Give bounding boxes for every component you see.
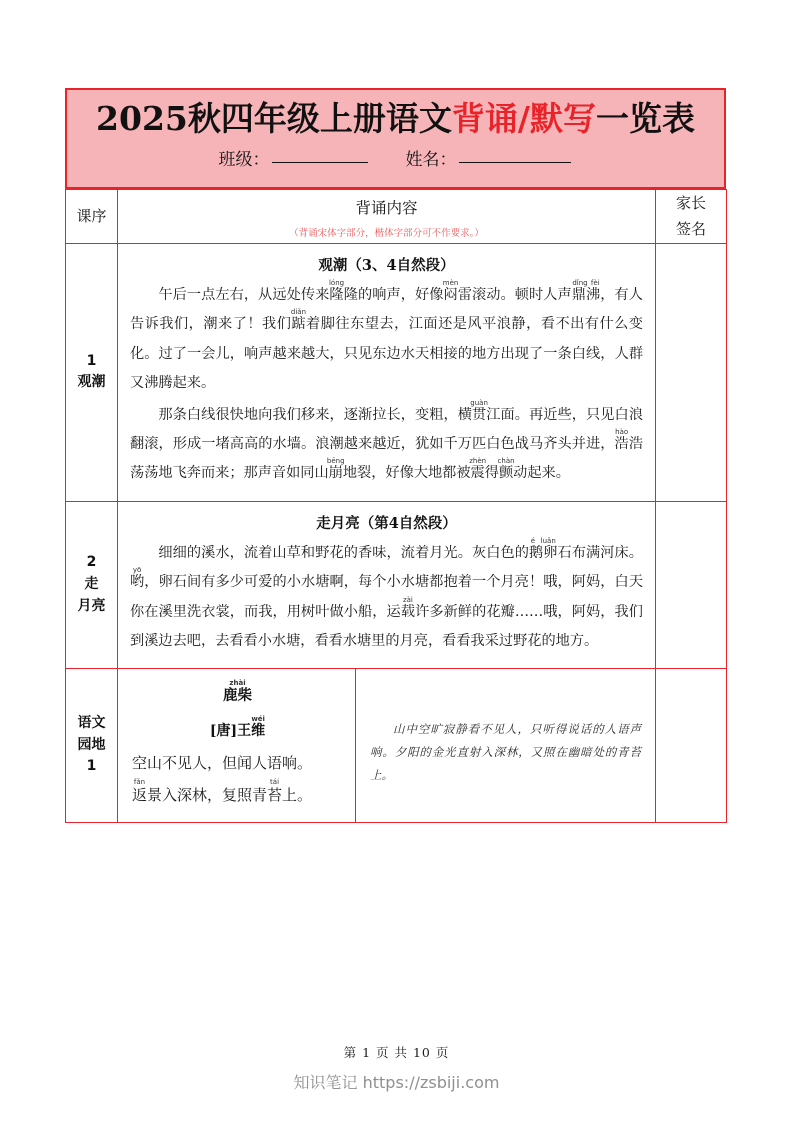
poem-author: [唐]王维wéi [209, 715, 266, 740]
ruby-men: 闷mèn [442, 279, 459, 303]
signature-cell-3[interactable] [656, 669, 727, 823]
poem-cell [118, 669, 356, 823]
page-title [67, 98, 724, 139]
row-order-3 [66, 669, 118, 823]
row-order-2 [66, 501, 118, 669]
row-order-1 [66, 244, 118, 502]
row-order-number-1: 1 [86, 352, 97, 369]
ruby-long: 隆lóng [328, 279, 345, 303]
section-title-2: 走月亮（第4自然段） [316, 514, 457, 532]
ruby-wei: 维wéi [251, 715, 266, 740]
title-highlight: 背诵/默写 [451, 99, 596, 138]
ruby-fan: 返fǎn [132, 778, 148, 805]
table-row [66, 244, 727, 502]
paragraph-1-2: 那条白线很快地向我们移来，逐渐拉长，变粗，横贯guàn江面。再近些，只见白浪翻滚，形成一堵高高的水墙。浪潮越来越近，犹如千万匹白色战马齐头并进，浩hào浩荡荡地飞奔而来；那声音如同山崩bēng地裂，好像大地都被震zhèn得颤chàn动起来。 [130, 398, 644, 482]
header-content-note: （背诵宋体字部分，楷体字部分可不作要求。） [289, 228, 484, 239]
class-input-line[interactable] [272, 162, 368, 163]
ruby-zhai: 鹿柴zhài [223, 679, 252, 705]
title-suffix: 一览表 [595, 99, 695, 138]
header-cell-content [118, 190, 656, 244]
row-content-2 [118, 501, 656, 669]
name-label: 姓名： [405, 150, 457, 171]
table-row [66, 501, 727, 669]
poem-title [128, 679, 347, 705]
header-signature-line2: 签名 [676, 219, 707, 238]
ruby-guan: 贯guàn [470, 398, 488, 423]
ruby-beng: 崩bēng [326, 457, 345, 482]
poem-line-1: 空山不见人，但闻人语响。 [132, 754, 313, 773]
poem-translation-cell [356, 669, 656, 823]
header-cell-order: 课序 [66, 190, 118, 244]
page-number: 第 1 页 共 10 页 [343, 1045, 450, 1060]
ruby-zai: 载zài [400, 595, 416, 620]
ruby-chan: 颤chàn [497, 457, 515, 482]
row-order-title-3: 语文 园地 1 [77, 715, 106, 775]
ruby-yo: 哟yō [130, 566, 145, 591]
signature-cell-2[interactable] [656, 501, 727, 669]
title-prefix: 2025秋四年级上册语文 [96, 99, 452, 138]
ruby-tai: 苔tái [267, 778, 283, 805]
paragraph-2-1: 细细的溪水，流着山草和野花的香味，流着月光。灰白色的鹅卵é luǎn石布满河床。哟yō，卵石间有多少可爱的小水塘啊，每个小水塘都抱着一个月亮！哦，阿妈，白天你在溪里洗衣裳，而我，用树叶做小船，运载zài许多新鲜的花瓣……哦，阿妈，我们到溪边去吧，去看看小水塘，看看水塘里的月亮，看看我采过野花的地方。 [130, 536, 644, 649]
ruby-dingfei: 鼎沸dǐng fèi [571, 279, 601, 303]
paragraph-1-1: 午后一点左右，从远处传来隆lóng隆的响声，好像闷mèn雷滚动。顿时人声鼎沸dǐng fèi，有人告诉我们，潮来了！我们踮diǎn着脚往东望去，江面还是风平浪静，看不出有什么变化。过了一会儿，响声越来越大，只见东边水天相接的地方出现了一条白线，人群又沸腾起来。 [130, 279, 644, 392]
poem-translation: 山中空旷寂静看不见人，只听得说话的人语声响。夕阳的金光直射入深林，又照在幽暗处的青苔上。 [370, 722, 642, 783]
row-order-title-2: 走 月亮 [77, 576, 106, 614]
ruby-dian: 踮diǎn [290, 308, 307, 333]
watermark: 知识笔记 https://zsbiji.com [293, 1073, 500, 1092]
poem-line-2: 返fǎn景入深林，复照青苔tái上。 [132, 778, 313, 805]
row-order-title-1: 观潮 [77, 374, 106, 391]
table-row [66, 669, 727, 823]
name-input-line[interactable] [459, 162, 571, 163]
row-order-number-2: 2 [86, 554, 97, 571]
signature-cell-1[interactable] [656, 244, 727, 502]
ruby-hao: 浩hào [614, 427, 629, 452]
class-label: 班级： [218, 150, 270, 171]
header-content-label: 背诵内容 [355, 199, 418, 217]
ruby-zhen: 震zhèn [469, 457, 487, 482]
recitation-table [65, 189, 727, 823]
header-cell-signature [656, 190, 727, 244]
section-title-1: 观潮（3、4自然段） [318, 257, 455, 274]
row-content-1 [118, 244, 656, 502]
header-signature-line1: 家长 [676, 194, 707, 212]
student-info-fields [67, 145, 724, 170]
table-header-row [66, 190, 727, 244]
ruby-eluan: 鹅卵é luǎn [529, 536, 558, 561]
title-banner [65, 88, 726, 189]
